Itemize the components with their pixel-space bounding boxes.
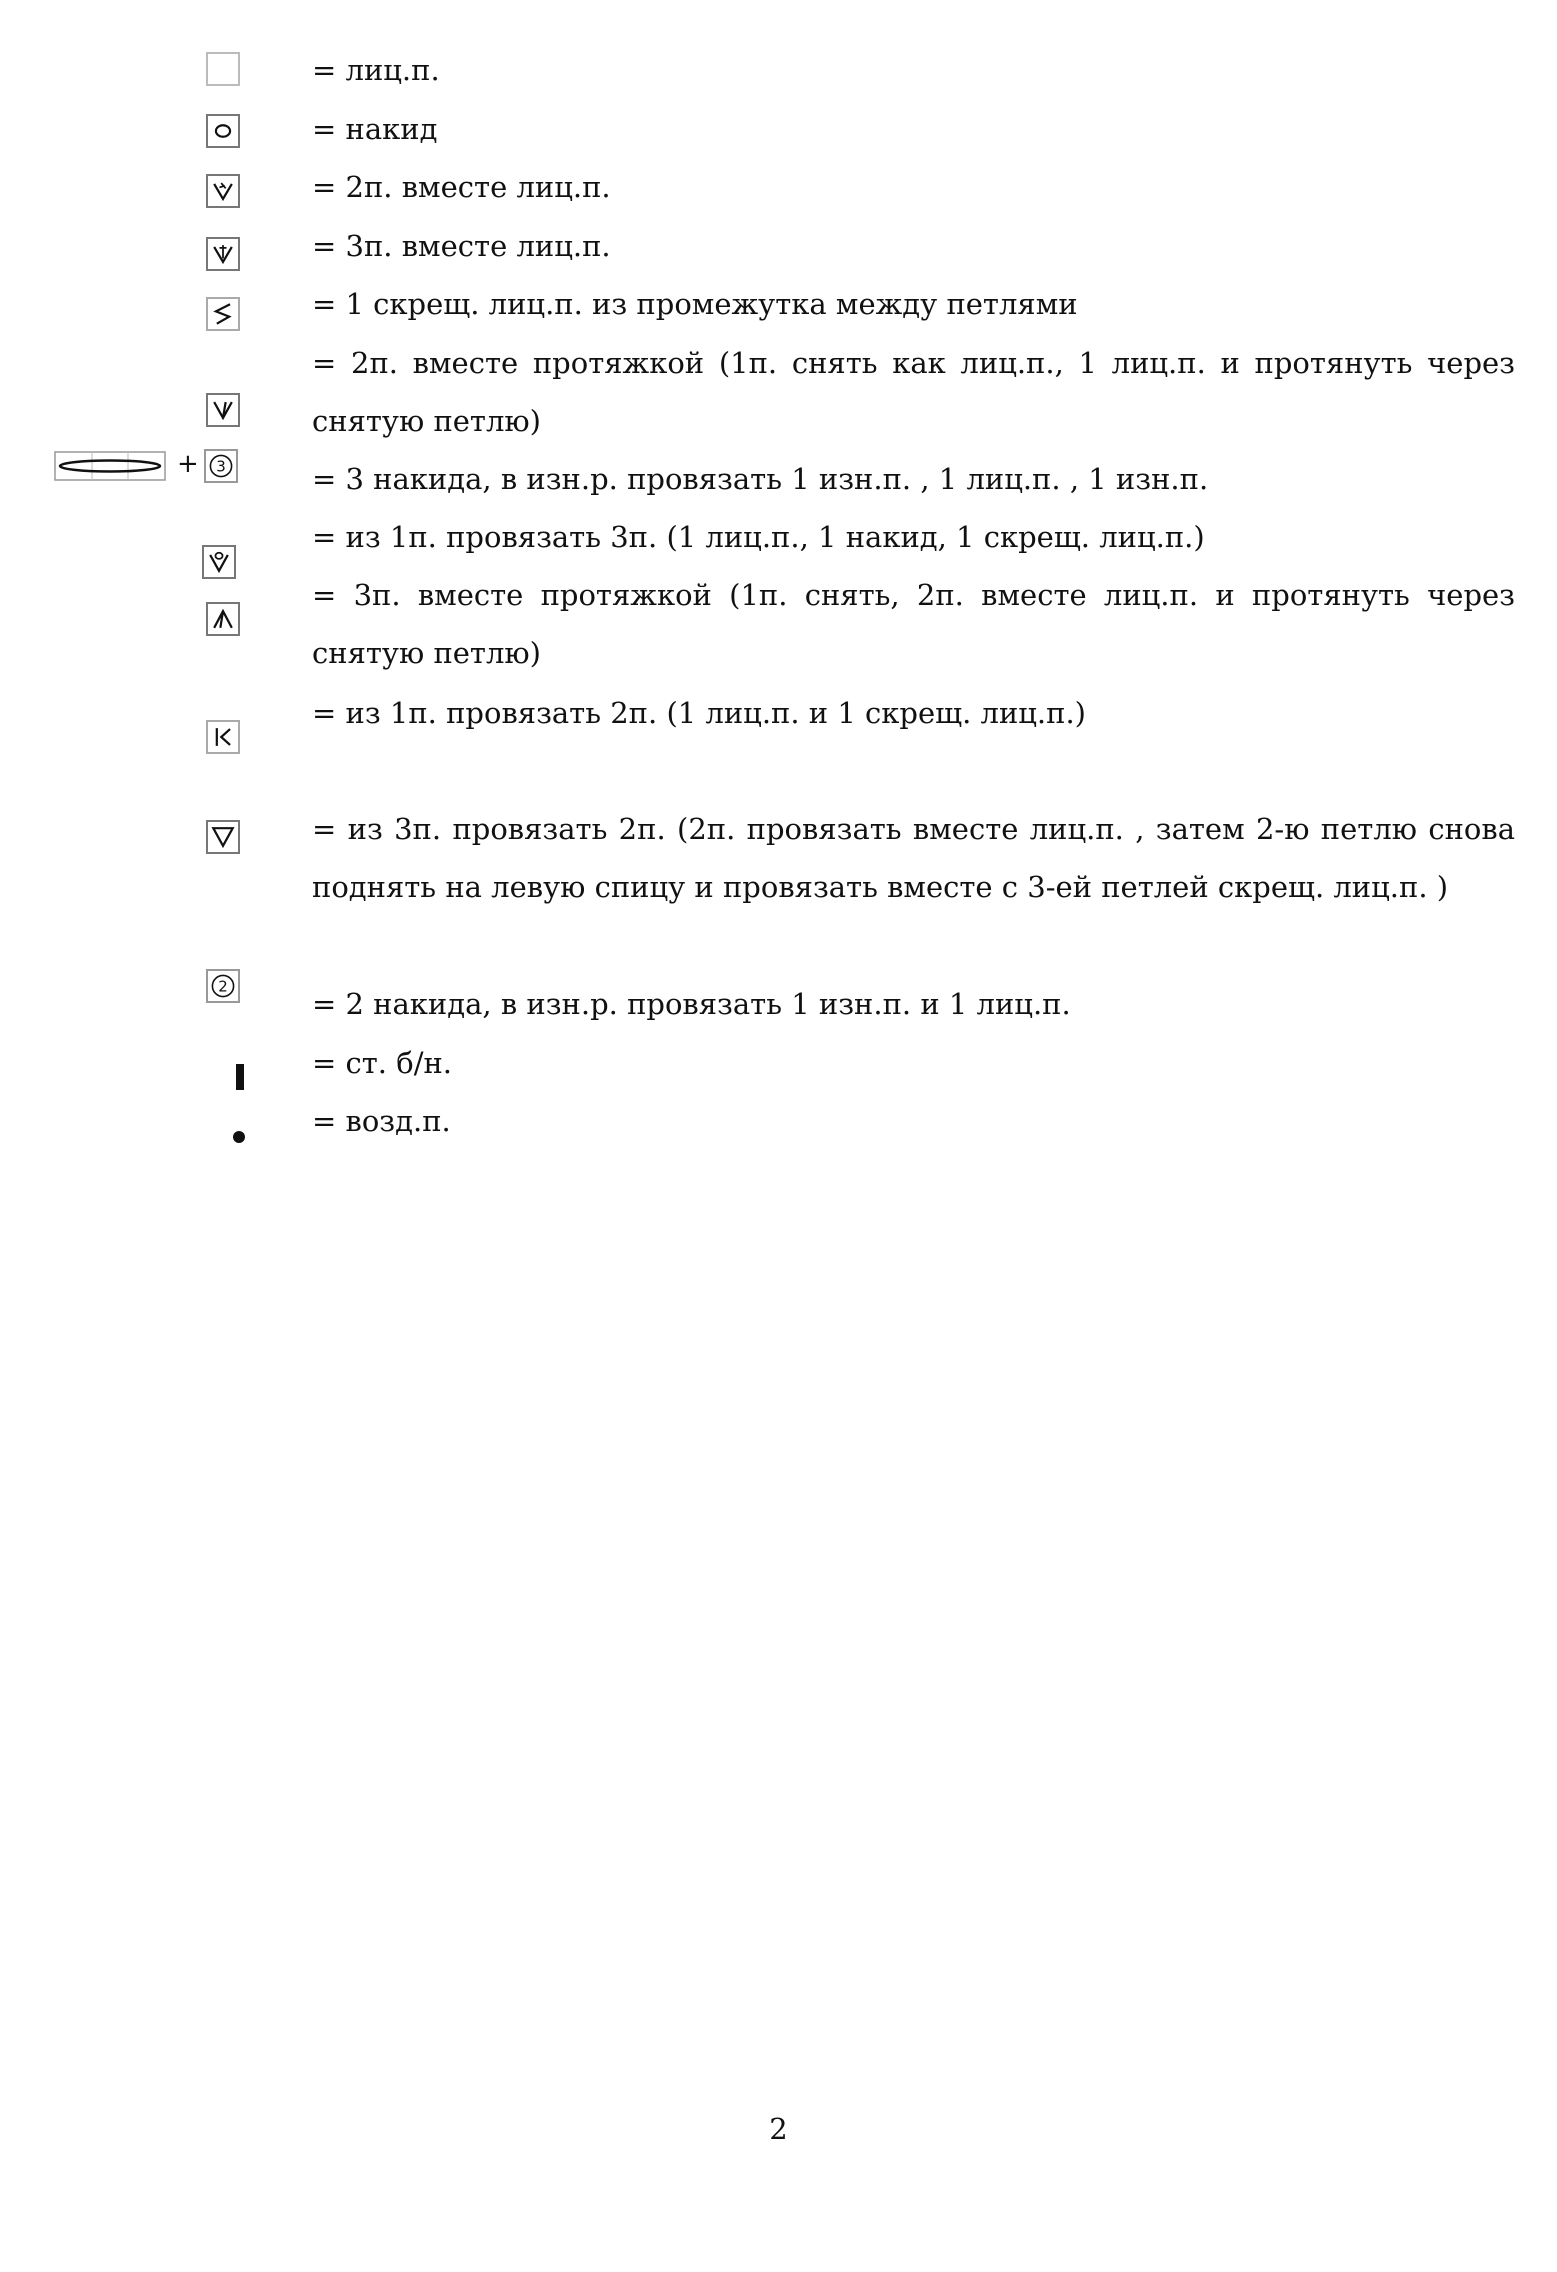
plus-sign: + (177, 449, 199, 479)
legend-text-one-into-two: = из 1п. провязать 2п. (1 лиц.п. и 1 скрещ. лиц.п.) (312, 696, 1086, 730)
chain-stitch-icon (233, 1131, 245, 1143)
legend-text-yarn-over: = накид (312, 112, 438, 146)
legend-text-sk2p: = 3п. вместе протяжкой (1п. снять, 2п. вместе лиц.п. и протянуть через снятую петлю) (312, 578, 1515, 670)
single-crochet-icon (236, 1064, 244, 1090)
circled-three-icon (204, 449, 238, 483)
page-number: 2 (769, 2112, 788, 2146)
one-into-two-icon (206, 720, 240, 754)
circled-two-label: 2 (218, 977, 228, 996)
k2tog-icon (206, 174, 240, 208)
legend-text-k2tog: = 2п. вместе лиц.п. (312, 170, 611, 204)
legend-text-three-yarn-over: = 3 накида, в изн.р. провязать 1 изн.п. , 1 лиц.п. , 1 изн.п. (312, 462, 1209, 496)
legend-text-twisted-knit: = 1 скрещ. лиц.п. из промежутка между петлями (312, 287, 1078, 321)
two-yarn-over-icon (206, 969, 240, 1003)
legend-text-one-into-three: = из 1п. провязать 3п. (1 лиц.п., 1 накид, 1 скрещ. лиц.п.) (312, 520, 1205, 554)
three-yarn-over-icon (54, 450, 166, 482)
three-into-two-icon (206, 820, 240, 854)
yarn-over-icon (206, 114, 240, 148)
legend-text-ssk: = 2п. вместе протяжкой (1п. снять как лиц.п., 1 лиц.п. и протянуть через снятую петлю) (312, 346, 1515, 438)
legend-text-k3tog: = 3п. вместе лиц.п. (312, 229, 611, 263)
legend-text-three-into-two: = из 3п. провязать 2п. (2п. провязать вместе лиц.п. , затем 2-ю петлю снова поднять на левую спицу и провязать вместе с 3-ей петлей скрещ. лиц.п. ) (312, 812, 1515, 904)
knit-stitch-icon (206, 52, 240, 86)
ssk-icon (206, 393, 240, 427)
legend-text-single-crochet: = ст. б/н. (312, 1046, 453, 1080)
legend-text-chain-stitch: = возд.п. (312, 1104, 451, 1138)
sk2p-icon (206, 602, 240, 636)
legend-text-two-yarn-over: = 2 накида, в изн.р. провязать 1 изн.п. и 1 лиц.п. (312, 987, 1071, 1021)
k3tog-icon (206, 237, 240, 271)
one-into-three-icon (202, 545, 236, 579)
twisted-knit-between-icon (206, 297, 240, 331)
legend-text-knit: = лиц.п. (312, 53, 440, 87)
circled-three-label: 3 (216, 457, 226, 476)
